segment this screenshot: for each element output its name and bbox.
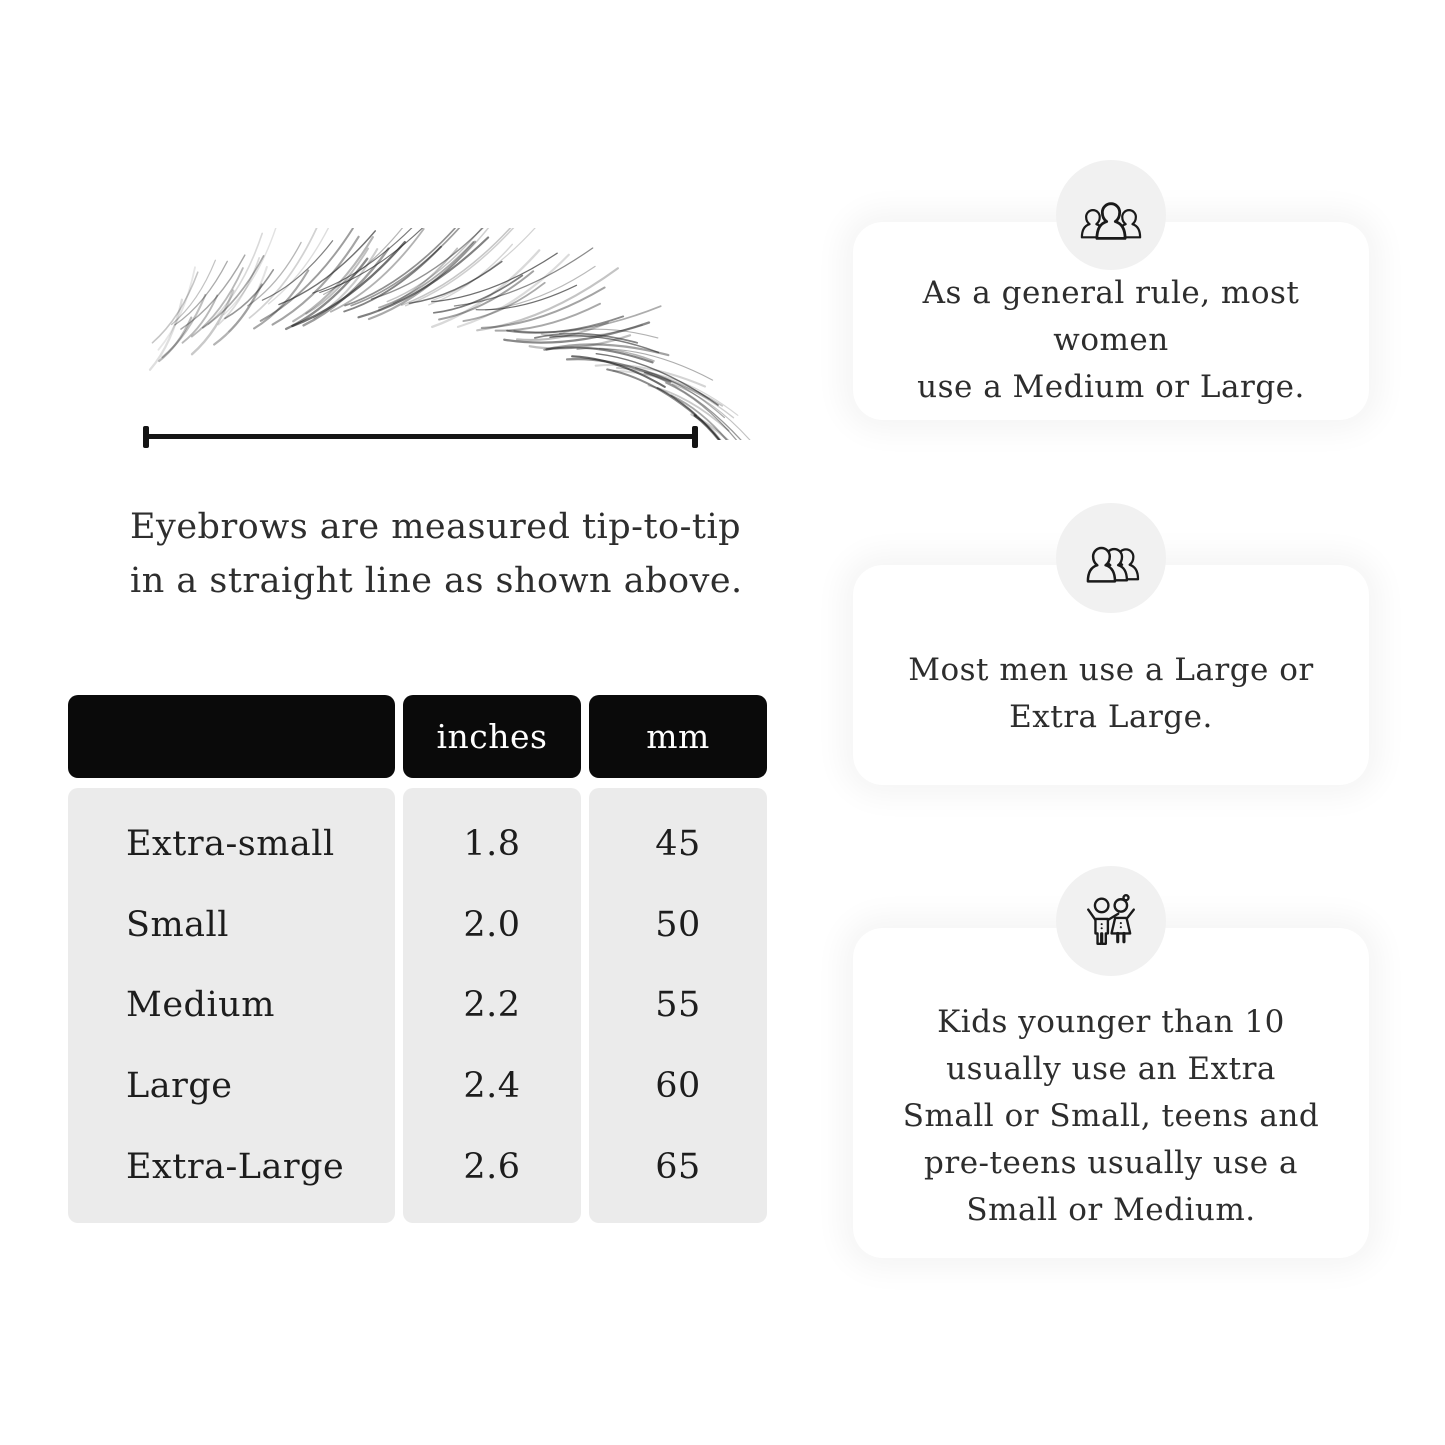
mm-value: 65 [655,1146,701,1187]
size-label: Extra-Large [126,1146,345,1187]
card-text-line: Small or Medium. [966,1191,1256,1228]
card-text-line: Most men use a Large or [908,652,1314,688]
women-sizing-card [853,222,1369,420]
measurement-line-bar [145,434,696,439]
size-table-label-column [68,788,395,1223]
caption-line: in a straight line as shown above. [130,561,743,601]
men-sizing-text [853,565,1369,785]
mm-value: 60 [655,1066,701,1107]
men-sizing-card [853,565,1369,785]
inches-value: 2.2 [463,985,521,1026]
card-text-line: Kids younger than 10 [937,1003,1285,1040]
size-label: Large [126,1066,233,1107]
size-label: Medium [126,985,275,1026]
size-label: Extra-small [126,824,335,865]
kids-sizing-card [853,928,1369,1258]
size-table-inches-column [403,788,581,1223]
card-text-line: As a general rule, most women [922,274,1300,358]
mm-value: 45 [655,824,701,865]
card-text-line: use a Medium or Large. [917,368,1305,405]
inches-value: 1.8 [463,824,521,865]
size-table [68,695,767,1223]
measurement-line [145,426,696,448]
size-label: Small [126,904,229,945]
inches-value: 2.0 [463,904,521,945]
card-text-line: usually use an Extra [946,1050,1276,1087]
inches-value: 2.6 [463,1146,521,1187]
card-text-line: pre-teens usually use a [924,1144,1298,1181]
mm-value: 55 [655,985,701,1026]
size-table-header-blank [68,695,395,778]
card-text-line: Small or Small, teens and [902,1097,1320,1134]
size-table-header-mm: mm [589,695,767,778]
caption-line: Eyebrows are measured tip-to-tip [130,507,742,547]
size-table-header-inches: inches [403,695,581,778]
measurement-caption [130,500,770,608]
card-text-line: Extra Large. [1009,699,1213,735]
kids-sizing-text [853,928,1369,1258]
women-sizing-text [853,222,1369,420]
mm-value: 50 [655,904,701,945]
inches-value: 2.4 [463,1066,521,1107]
eyebrow-illustration [95,228,775,440]
size-table-mm-column [589,788,767,1223]
